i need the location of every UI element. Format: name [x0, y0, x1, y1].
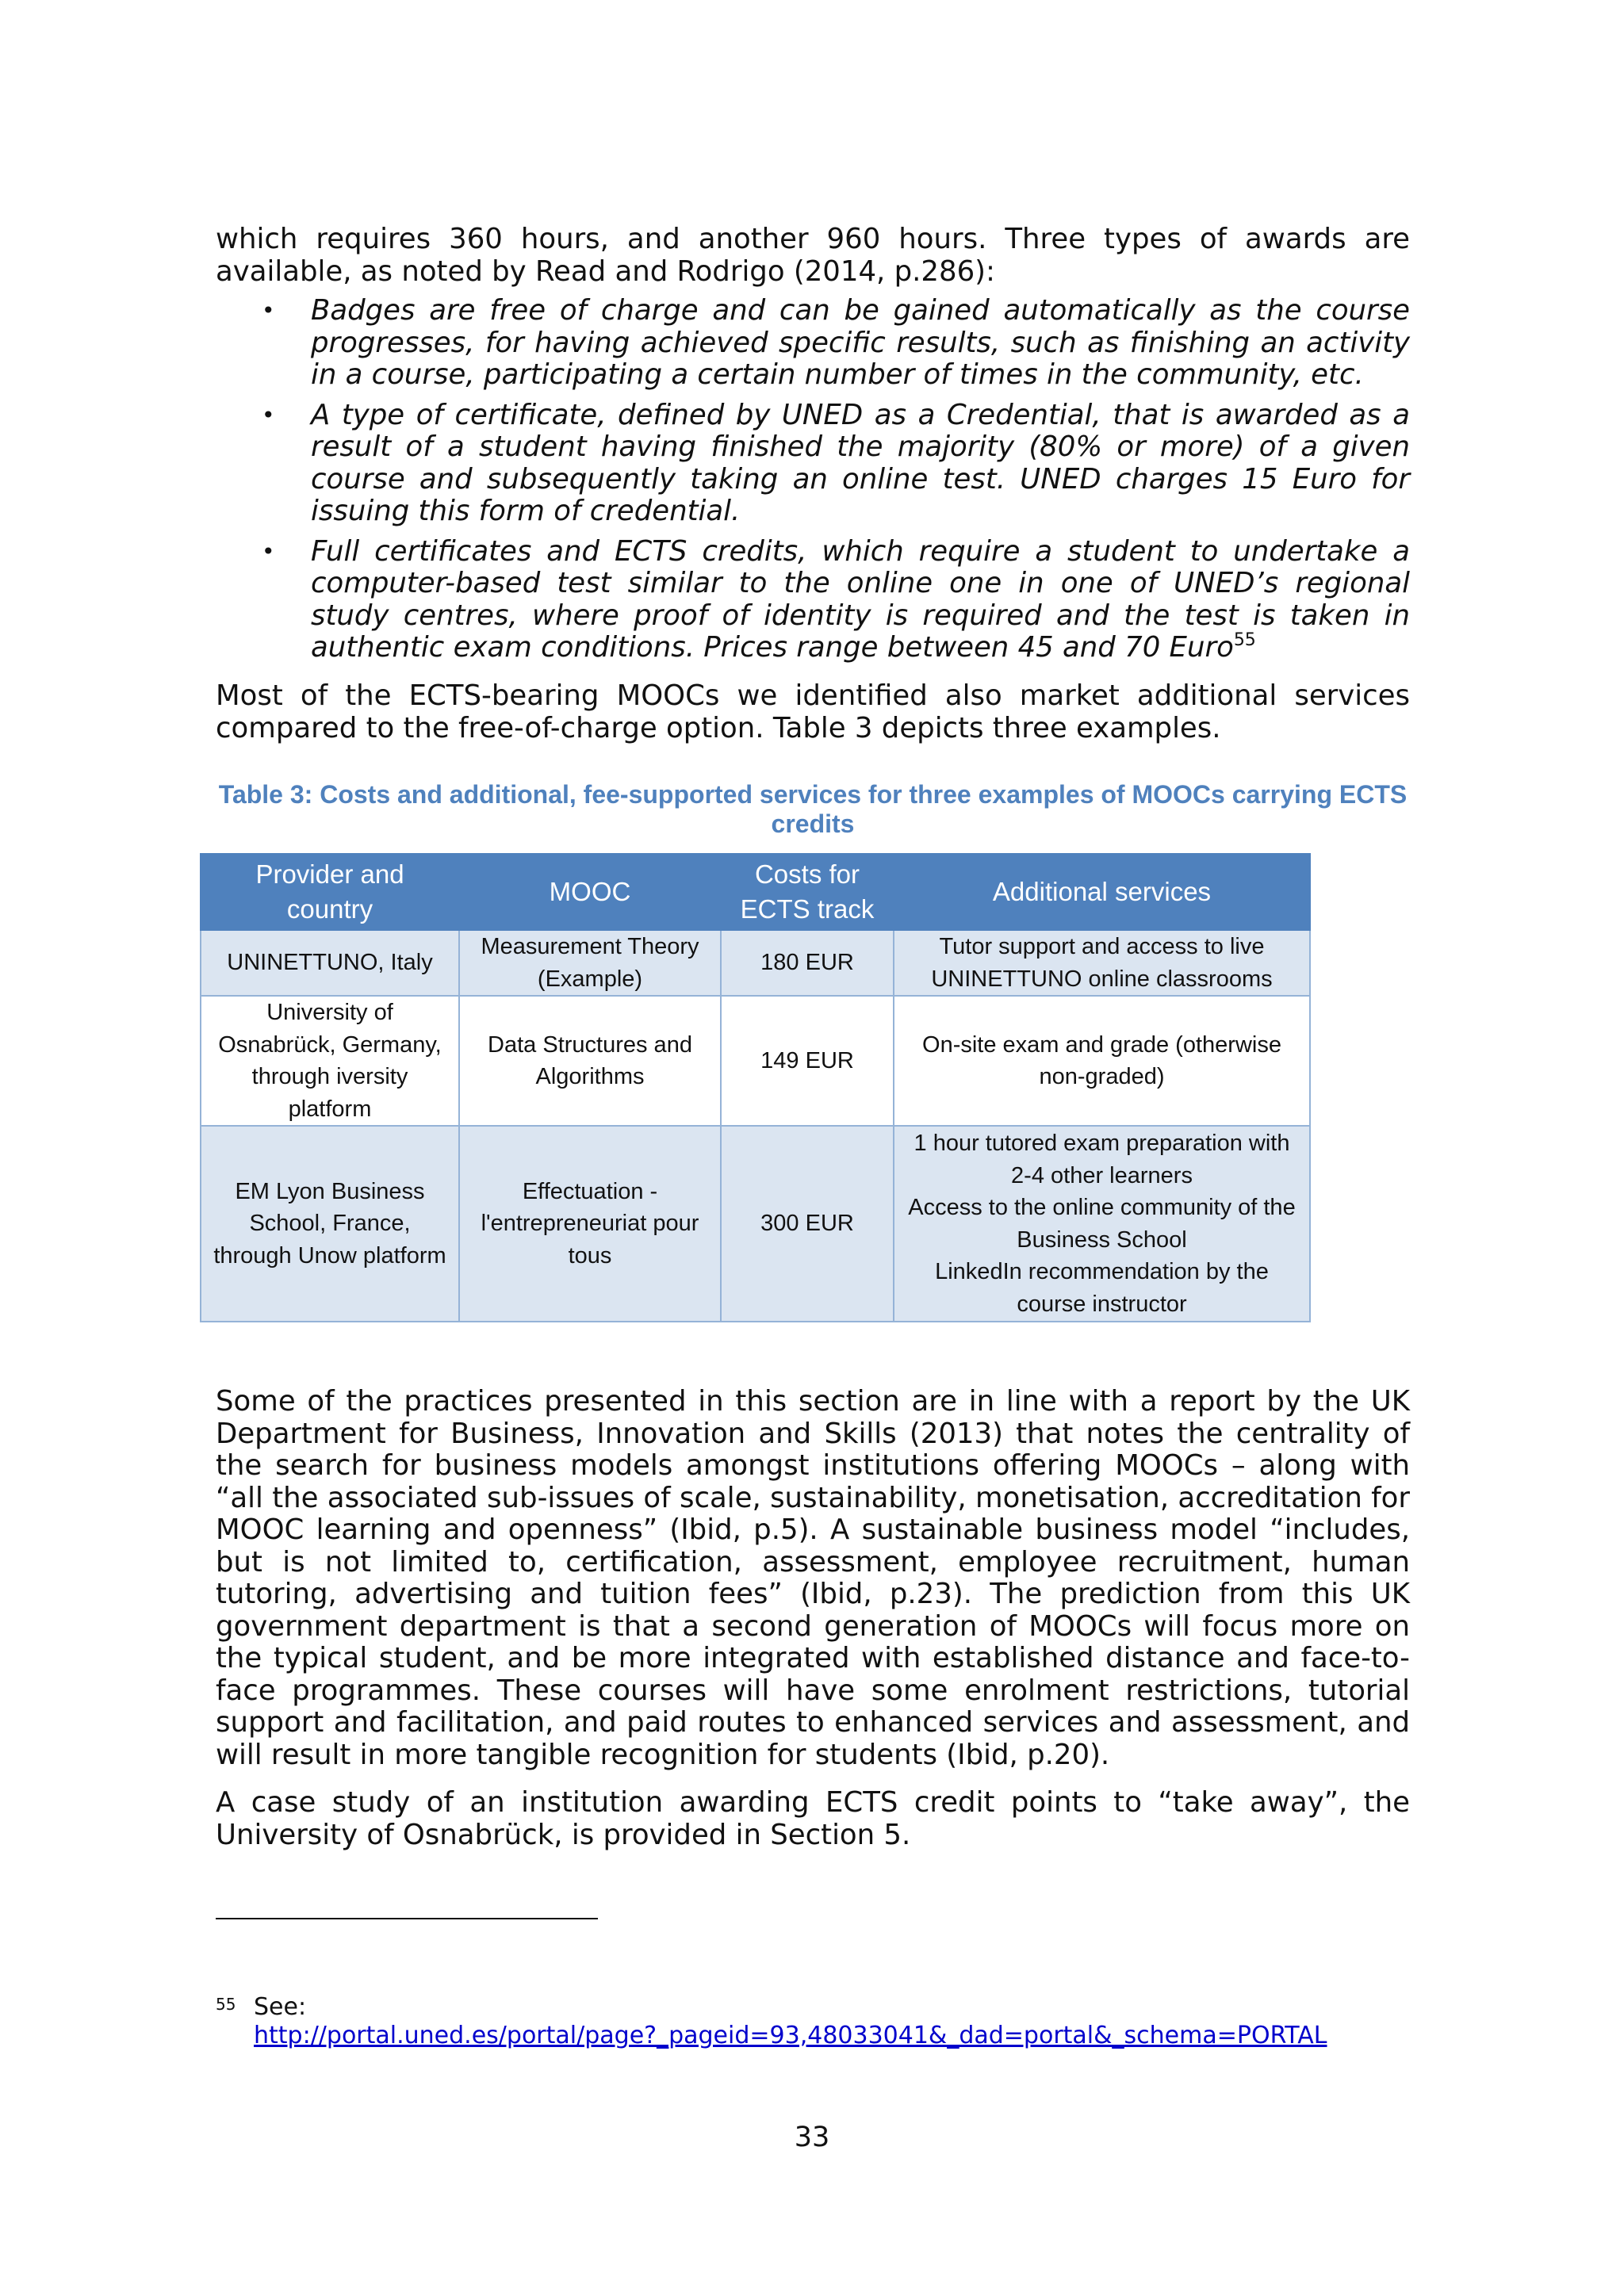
table-row: [201, 930, 1310, 996]
cell-provider: EM Lyon Business School, France, through Unow platform: [201, 1126, 459, 1322]
footnote-reference[interactable]: 55: [1233, 630, 1256, 650]
cell-mooc: Data Structures and Algorithms: [459, 996, 721, 1126]
bullet-icon: •: [262, 297, 275, 323]
column-header-mooc: MOOC: [459, 854, 721, 930]
table-header-row: [201, 854, 1310, 930]
costs-table: [200, 853, 1311, 1322]
table-caption: Table 3: Costs and additional, fee-supported services for three examples of MOOCs carrying ECTS credits: [218, 780, 1408, 838]
bullet-text: A type of certificate, defined by UNED as a Credential, that is awarded as a result of a student having finished the majority (80% or more) of a given course and subsequently taking an online test. UNED charges 15 Euro for issuing this form of credential.: [311, 398, 1410, 527]
closing-section: [216, 1386, 1410, 1867]
body-paragraph: A case study of an institution awarding ECTS credit points to “take away”, the University of Osnabrück, is provided in Section 5.: [216, 1786, 1410, 1851]
table-row: [201, 1126, 1310, 1322]
cell-costs: 180 EUR: [721, 930, 894, 996]
list-item: [216, 295, 1410, 392]
cell-services: [894, 996, 1310, 1126]
bullet-text: Badges are free of charge and can be gained automatically as the course progresses, for having achieved specific results, such as finishing an activity in a course, participating a certain number of times in the community, etc.: [311, 294, 1410, 391]
bullet-icon: •: [262, 538, 275, 564]
service-line: 1 hour tutored exam preparation with 2-4 other learners: [914, 1131, 1290, 1188]
service-line: Access to the online community of the Business School: [908, 1195, 1296, 1253]
awards-list: [216, 295, 1410, 672]
service-line: Tutor support and access to live UNINETTUNO online classrooms: [931, 934, 1273, 992]
body-paragraph: Some of the practices presented in this section are in line with a report by the UK Department for Business, Innovation and Skills (2013) that notes the centrality of the search for business models amongst institutions offering MOOCs – along with “all the associated sub-issues of scale, sustainability, monetisation, accreditation for MOOC learning and openness” (Ibid, p.5). A sustainable business model “includes, but is not limited to, certification, assessment, employee recruitment, human tutoring, advertising and tuition fees” (Ibid, p.23). The prediction from this UK government department is that a second generation of MOOCs will focus more on the typical student, and be more integrated with established distance and face-to-face programmes. These courses will have some enrolment restrictions, tutorial support and facilitation, and paid routes to enhanced services and assessment, and will result in more tangible recognition for students (Ibid, p.20).: [216, 1385, 1410, 1771]
column-header-services: Additional services: [894, 854, 1310, 930]
cell-costs: 300 EUR: [721, 1126, 894, 1322]
cell-services: [894, 930, 1310, 996]
list-item: [216, 536, 1410, 664]
table-intro-paragraph: Most of the ECTS-bearing MOOCs we identified also market additional services compared to the free-of-charge option. Table 3 depicts three examples.: [216, 679, 1410, 744]
cell-mooc: Measurement Theory (Example): [459, 930, 721, 996]
footnote-separator: [216, 1918, 598, 1919]
footnote: [216, 1993, 1410, 2050]
column-header-provider: Provider and country: [201, 854, 459, 930]
footnote-label: See:: [254, 1993, 307, 2021]
footnote-link[interactable]: http://portal.uned.es/portal/page?_pageid=93,48033041&_dad=portal&_schema=PORTAL: [254, 2022, 1327, 2049]
cell-costs: 149 EUR: [721, 996, 894, 1126]
intro-paragraph: which requires 360 hours, and another 960 hours. Three types of awards are available, as noted by Read and Rodrigo (2014, p.286):: [216, 223, 1410, 288]
service-line: LinkedIn recommendation by the course instructor: [935, 1259, 1269, 1317]
table-row: [201, 996, 1310, 1126]
service-line: On-site exam and grade (otherwise non-graded): [922, 1031, 1281, 1089]
column-header-costs: Costs for ECTS track: [721, 854, 894, 930]
bullet-text: Full certificates and ECTS credits, which require a student to undertake a computer-based test similar to the online one in one of UNED’s regional study centres, where proof of identity is required and the test is taken in authentic exam conditions. Prices range between 45 and 70 Euro: [311, 534, 1410, 664]
footnote-number: 55: [216, 1995, 236, 2014]
cell-services: [894, 1126, 1310, 1322]
cell-provider: UNINETTUNO, Italy: [201, 930, 459, 996]
cell-mooc: Effectuation - l'entrepreneuriat pour tous: [459, 1126, 721, 1322]
cell-provider: University of Osnabrück, Germany, through iversity platform: [201, 996, 459, 1126]
list-item: [216, 400, 1410, 528]
page-number: 33: [794, 2122, 830, 2153]
bullet-icon: •: [262, 401, 275, 428]
